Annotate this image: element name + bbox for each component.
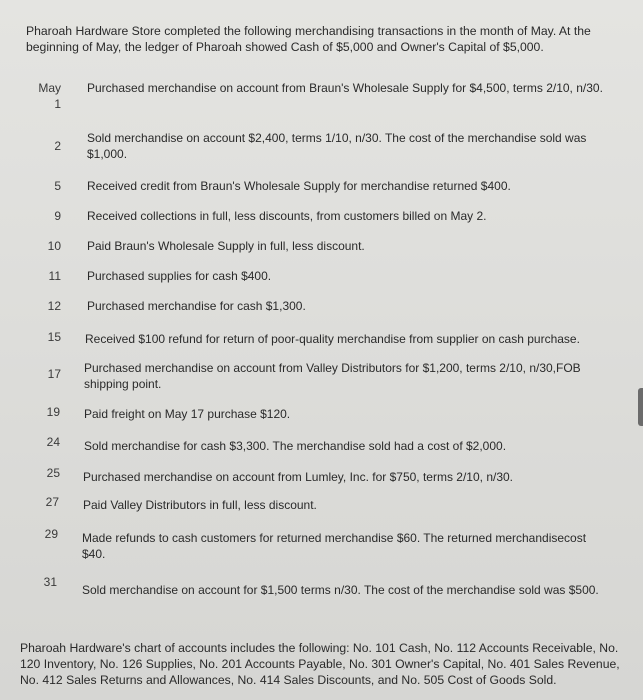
transaction-date: 1 [54, 97, 61, 111]
transaction-description: Received credit from Braun's Wholesale Supply for merchandise returned $400. [87, 179, 511, 193]
transaction-description: Paid Valley Distributors in full, less discount. [83, 498, 317, 512]
transaction-description: Received collections in full, less discounts, from customers billed on May 2. [87, 209, 487, 223]
transaction-description: Purchased merchandise for cash $1,300. [87, 299, 306, 313]
scrollbar-handle[interactable] [638, 388, 643, 426]
transaction-description: Purchased merchandise on account from Lumley, Inc. for $750, terms 2/10, n/30. [83, 470, 514, 484]
transaction-date: 31 [43, 575, 57, 589]
transaction-date: 29 [44, 527, 58, 541]
transaction-description: Sold merchandise on account $2,400, terms 1/10, n/30. The cost of the merchandise sold was $1,000. [87, 131, 587, 161]
transaction-date: 10 [47, 239, 61, 253]
transaction-description: Paid freight on May 17 purchase $120. [84, 407, 291, 421]
transaction-date: 9 [54, 209, 61, 223]
transaction-date: 19 [46, 405, 60, 419]
transaction-date: 12 [47, 299, 61, 313]
problem-intro: Pharoah Hardware Store completed the following merchandising transactions in the month of May. At the beginning of May, the ledger of Pharoah showed Cash of $5,000 and Owner's Capital of $5,000. [26, 24, 591, 54]
transaction-description: Paid Braun's Wholesale Supply in full, less discount. [87, 239, 365, 253]
transaction-date: 24 [46, 435, 60, 449]
transaction-date: 27 [45, 495, 59, 509]
transaction-description: Received $100 refund for return of poor-quality merchandise from supplier on cash purchase. [85, 332, 580, 346]
transaction-date: 17 [47, 367, 61, 381]
transaction-description: Sold merchandise for cash $3,300. The merchandise sold had a cost of $2,000. [84, 439, 507, 453]
transaction-description: Purchased merchandise on account from Braun's Wholesale Supply for $4,500, terms 2/10, n/30. [87, 81, 603, 95]
transaction-description: Made refunds to cash customers for returned merchandise $60. The returned merchandisecost $40. [82, 531, 587, 561]
transaction-month: May [38, 81, 61, 95]
transaction-date: 2 [54, 139, 61, 153]
transaction-description: Purchased merchandise on account from Valley Distributors for $1,200, terms 2/10, n/30,FOB shipping point. [84, 361, 581, 391]
transaction-date: 11 [48, 269, 61, 283]
transaction-date: 15 [47, 330, 61, 344]
transaction-date: 25 [46, 466, 60, 480]
transaction-date: 5 [54, 179, 61, 193]
transaction-description: Sold merchandise on account for $1,500 terms n/30. The cost of the merchandise sold was $500. [82, 583, 599, 597]
transaction-description: Purchased supplies for cash $400. [87, 269, 272, 283]
chart-of-accounts-note: Pharoah Hardware's chart of accounts includes the following: No. 101 Cash, No. 112 Accounts Receivable, No. 120 Inventory, No. 126 Supplies, No. 201 Accounts Payable, No. 301 Owner's Capital, No. 401 Sales Revenue, No. 412 Sales Returns and Allowances, No. 414 Sales Discounts, and No. 505 Cost of Goods Sold. [20, 641, 620, 687]
